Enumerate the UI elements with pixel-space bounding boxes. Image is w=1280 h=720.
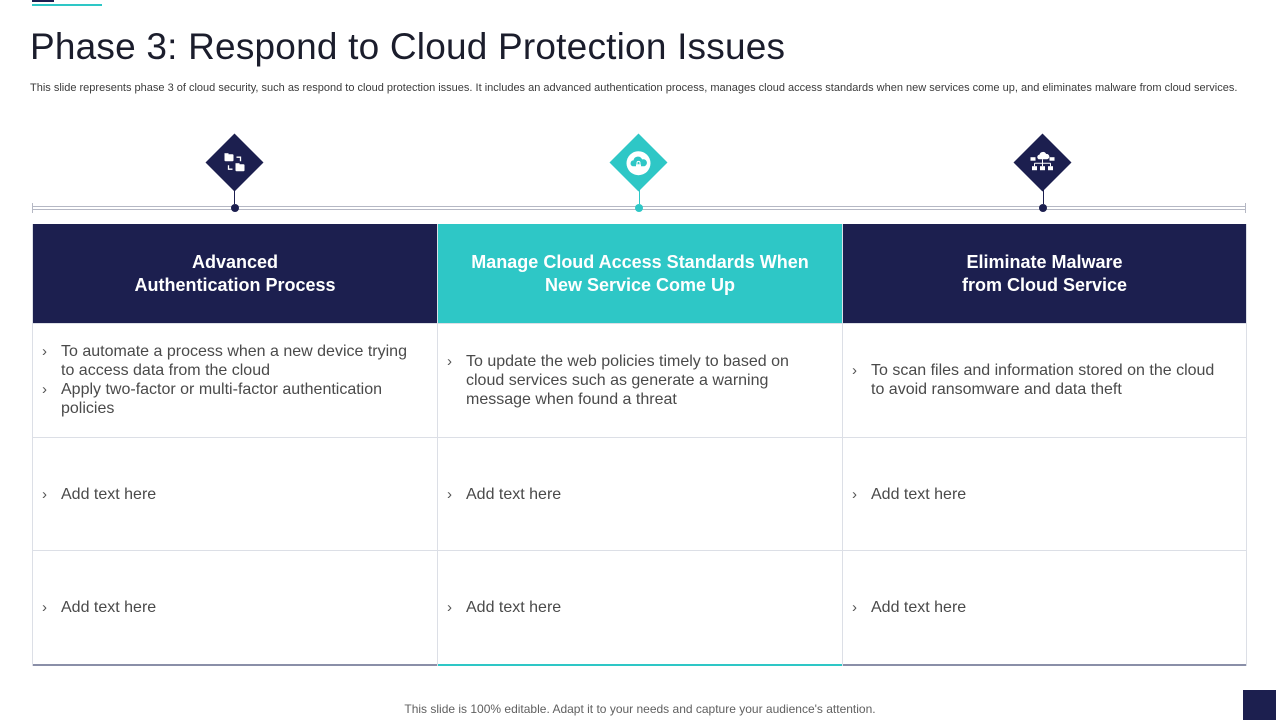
badge-col-2 bbox=[610, 134, 668, 192]
bullet-item: › Add text here bbox=[447, 599, 562, 617]
phase-table bbox=[32, 224, 1247, 666]
corner-decoration bbox=[1243, 690, 1276, 720]
bullet-item: › Apply two-factor or multi-factor authentication policies bbox=[42, 381, 383, 418]
chevron-right-icon: › bbox=[447, 352, 452, 370]
table-cell bbox=[33, 323, 437, 437]
column-heading: Manage Cloud Access Standards When New Service Come Up bbox=[438, 224, 842, 323]
footer-note: This slide is 100% editable. Adapt it to your needs and capture your audience's attention. bbox=[404, 702, 876, 716]
table-cell bbox=[438, 323, 842, 437]
timeline-dot-3 bbox=[1039, 204, 1047, 212]
table-cell bbox=[843, 437, 1246, 551]
column-authentication bbox=[32, 224, 437, 666]
chevron-right-icon: › bbox=[42, 599, 47, 617]
bullet-item: › Add text here bbox=[42, 599, 157, 617]
bullet-item: › Add text here bbox=[852, 485, 967, 503]
timeline-dot-1 bbox=[231, 204, 239, 212]
chevron-right-icon: › bbox=[447, 599, 452, 617]
table-cell bbox=[33, 550, 437, 664]
bullet-item: › To scan files and information stored on the cloud to avoid ransomware and data theft bbox=[852, 362, 1215, 399]
column-malware bbox=[842, 224, 1247, 666]
chevron-right-icon: › bbox=[447, 485, 452, 503]
column-heading: Eliminate Malware from Cloud Service bbox=[843, 224, 1246, 323]
column-heading: Advanced Authentication Process bbox=[33, 224, 437, 323]
timeline-dot-2 bbox=[635, 204, 643, 212]
chevron-right-icon: › bbox=[42, 343, 47, 361]
cloud-lock-icon bbox=[626, 150, 652, 176]
top-accent-bar bbox=[32, 0, 102, 6]
chevron-right-icon: › bbox=[852, 485, 857, 503]
chevron-right-icon: › bbox=[852, 599, 857, 617]
table-cell bbox=[438, 437, 842, 551]
bullet-item: › Add text here bbox=[447, 485, 562, 503]
bullet-item: › Add text here bbox=[852, 599, 967, 617]
page-title: Phase 3: Respond to Cloud Protection Issues bbox=[30, 26, 786, 67]
bullet-item: › Add text here bbox=[42, 485, 157, 503]
bullet-item: › To update the web policies timely to based on cloud services such as generate a warning message when found a threat bbox=[447, 352, 789, 408]
bullet-item: › To automate a process when a new device trying to access data from the cloud bbox=[42, 343, 407, 380]
page-subtitle: This slide represents phase 3 of cloud security, such as respond to cloud protection issues. It includes an advanced authentication process, manages cloud access standards when new services come up, and eliminates malware from cloud services. bbox=[30, 82, 1238, 94]
folder-transfer-icon bbox=[223, 151, 247, 175]
chevron-right-icon: › bbox=[42, 485, 47, 503]
table-cell bbox=[438, 550, 842, 664]
table-cell bbox=[33, 437, 437, 551]
table-cell bbox=[843, 323, 1246, 437]
chevron-right-icon: › bbox=[852, 362, 857, 380]
column-access-standards bbox=[437, 224, 842, 666]
badge-col-1 bbox=[206, 134, 264, 192]
cloud-network-icon bbox=[1030, 150, 1056, 176]
badge-col-3 bbox=[1014, 134, 1072, 192]
chevron-right-icon: › bbox=[42, 381, 47, 399]
table-cell bbox=[843, 550, 1246, 664]
